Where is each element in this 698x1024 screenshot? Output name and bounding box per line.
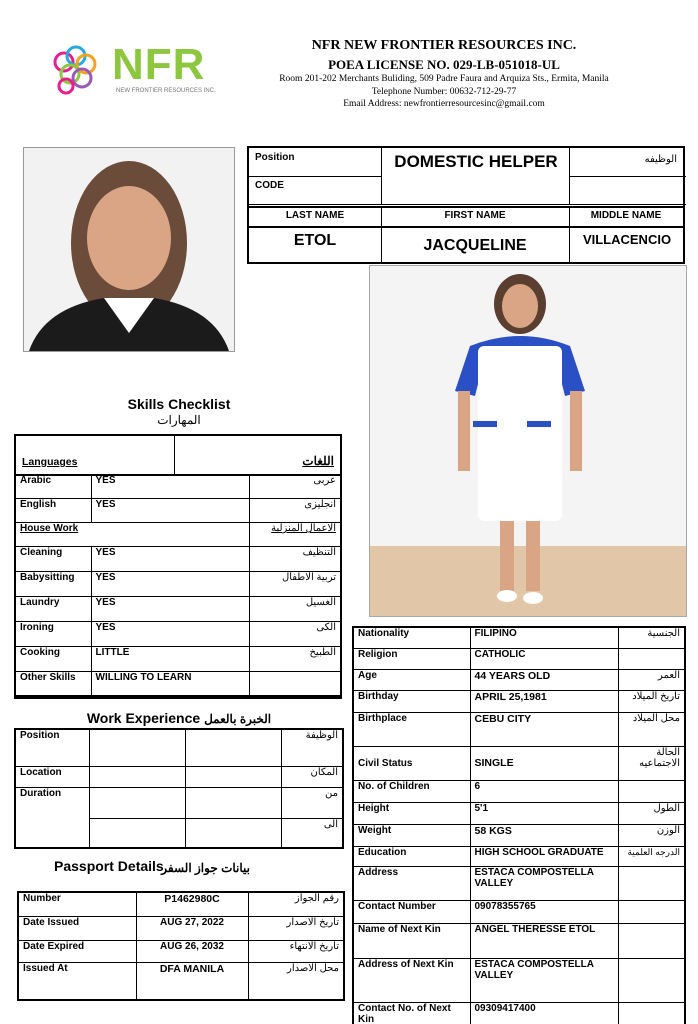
headshot-photo xyxy=(23,147,235,352)
passport-label-ar: تاريخ الاصدار xyxy=(248,916,344,940)
skill-label: Cooking xyxy=(15,647,91,672)
personal-label: Age xyxy=(353,669,470,690)
logo-text: NFR xyxy=(112,40,206,89)
license-number: POEA LICENSE NO. 029-LB-051018-UL xyxy=(328,57,560,72)
personal-label: Religion xyxy=(353,648,470,669)
skill-label-ar: تربية الاطفال xyxy=(249,572,341,597)
passport-label-ar: محل الاصدار xyxy=(248,962,344,1000)
housework-heading: House Work xyxy=(15,523,249,547)
work-to-label-ar: الى xyxy=(281,818,343,848)
personal-value: 6 xyxy=(470,780,618,802)
skill-label-ar: الكى xyxy=(249,622,341,647)
personal-label-ar: الحالة الاجتماعيه xyxy=(618,746,685,780)
work-experience-title xyxy=(14,710,344,726)
work-location-label: Location xyxy=(15,766,89,787)
skills-title-ar: المهارات xyxy=(157,413,201,427)
passport-label: Number xyxy=(18,892,136,916)
passport-value: P1462980C xyxy=(136,892,248,916)
personal-label: Address xyxy=(353,866,470,900)
skill-label: Arabic xyxy=(15,475,91,499)
company-name: NFR NEW FRONTIER RESOURCES INC. xyxy=(311,38,577,53)
position-label: Position xyxy=(255,152,295,163)
passport-label: Issued At xyxy=(18,962,136,1000)
personal-label-ar: الجنسية xyxy=(618,627,685,648)
personal-label-ar xyxy=(618,923,685,958)
person-full-body-icon xyxy=(370,266,686,616)
personal-value: 09078355765 xyxy=(470,900,618,923)
skill-value: WILLING TO LEARN xyxy=(91,672,249,696)
personal-label: Birthday xyxy=(353,690,470,712)
personal-value: 5'1 xyxy=(470,802,618,824)
personal-label-ar xyxy=(618,780,685,802)
personal-label: No. of Children xyxy=(353,780,470,802)
passport-title: Passport Details xyxy=(54,858,164,874)
personal-row xyxy=(353,846,685,866)
company-address: Room 201-202 Merchants Buliding, 509 Padre Faura and Arquiza Sts., Ermita, Manila xyxy=(279,74,609,84)
personal-label-ar: محل الميلاد xyxy=(618,712,685,746)
work-row xyxy=(15,729,343,766)
skill-value: LITTLE xyxy=(91,647,249,672)
position-value: DOMESTIC HELPER xyxy=(394,152,558,171)
personal-value: APRIL 25,1981 xyxy=(470,690,618,712)
skill-value: YES xyxy=(91,622,249,647)
passport-label-ar: رقم الجواز xyxy=(248,892,344,916)
personal-row xyxy=(353,824,685,846)
work-location-label-ar: المكان xyxy=(281,766,343,787)
personal-label: Civil Status xyxy=(353,746,470,780)
person-headshot-icon xyxy=(24,148,234,351)
skill-label: Cleaning xyxy=(15,547,91,572)
personal-value: 09309417400 xyxy=(470,1002,618,1024)
skill-label-ar xyxy=(249,672,341,696)
language-rows xyxy=(14,474,342,697)
passport-row xyxy=(18,940,344,962)
company-telephone: Telephone Number: 00632-712-29-77 xyxy=(371,87,517,97)
passport-value: DFA MANILA xyxy=(136,962,248,1000)
skill-value: YES xyxy=(91,572,249,597)
skill-row xyxy=(15,475,341,499)
passport-row xyxy=(18,892,344,916)
skill-row xyxy=(15,572,341,597)
personal-label: Contact Number xyxy=(353,900,470,923)
skill-value: YES xyxy=(91,475,249,499)
personal-label: Nationality xyxy=(353,627,470,648)
skill-value: YES xyxy=(91,499,249,523)
skills-title: Skills Checklist xyxy=(127,396,231,412)
work-title-ar: الخبرة بالعمل xyxy=(204,712,272,726)
work-from-label-ar: من xyxy=(281,787,343,818)
middle-name-label: MIDDLE NAME xyxy=(590,210,662,221)
personal-label-ar xyxy=(618,1002,685,1024)
personal-row xyxy=(353,690,685,712)
work-duration-label: Duration xyxy=(15,787,89,848)
skill-row xyxy=(15,672,341,696)
passport-row xyxy=(18,916,344,940)
position-label-ar: الوظيفه xyxy=(644,154,677,165)
passport-label: Date Issued xyxy=(18,916,136,940)
personal-label-ar xyxy=(618,900,685,923)
work-experience-table xyxy=(14,728,344,849)
skill-row xyxy=(15,597,341,622)
work-position-label: Position xyxy=(15,729,89,766)
personal-row xyxy=(353,866,685,900)
personal-label-ar xyxy=(618,958,685,1002)
personal-label-ar xyxy=(618,866,685,900)
last-name-label: LAST NAME xyxy=(285,210,345,221)
work-row xyxy=(15,766,343,787)
personal-row xyxy=(353,802,685,824)
skill-row xyxy=(15,499,341,523)
skill-row xyxy=(15,622,341,647)
personal-row xyxy=(353,648,685,669)
skill-row xyxy=(15,647,341,672)
personal-label-ar xyxy=(618,648,685,669)
personal-row xyxy=(353,669,685,690)
personal-details-table xyxy=(352,626,686,1024)
personal-label-ar: العمر xyxy=(618,669,685,690)
skill-label: Ironing xyxy=(15,622,91,647)
skill-label-ar: عربى xyxy=(249,475,341,499)
first-name: JACQUELINE xyxy=(423,237,527,254)
personal-row xyxy=(353,1002,685,1024)
first-name-label: FIRST NAME xyxy=(444,210,506,221)
personal-value: ANGEL THERESSE ETOL xyxy=(470,923,618,958)
passport-label: Date Expired xyxy=(18,940,136,962)
personal-value: SINGLE xyxy=(470,746,618,780)
skill-label-ar: الطبيخ xyxy=(249,647,341,672)
personal-value: 58 KGS xyxy=(470,824,618,846)
personal-label: Address of Next Kin xyxy=(353,958,470,1002)
personal-value: 44 YEARS OLD xyxy=(470,669,618,690)
passport-title-ar: بيانات جواز السفر xyxy=(161,861,250,875)
personal-value: ESTACA COMPOSTELLA VALLEY xyxy=(470,958,618,1002)
personal-label: Education xyxy=(353,846,470,866)
code-label: CODE xyxy=(255,180,284,191)
skill-row xyxy=(15,547,341,572)
personal-label-ar: الوزن xyxy=(618,824,685,846)
personal-row xyxy=(353,780,685,802)
passport-value: AUG 27, 2022 xyxy=(136,916,248,940)
personal-label: Weight xyxy=(353,824,470,846)
passport-value: AUG 26, 2032 xyxy=(136,940,248,962)
position-name-box xyxy=(247,146,685,264)
personal-row xyxy=(353,958,685,1002)
passport-label-ar: تاريخ الانتهاء xyxy=(248,940,344,962)
work-row xyxy=(15,787,343,818)
work-title-en: Work Experience xyxy=(86,710,201,726)
logo-subtext: NEW FRONTIER RESOURCES INC. xyxy=(116,88,216,94)
passport-table xyxy=(17,891,345,1001)
skill-label: Other Skills xyxy=(15,672,91,696)
personal-row xyxy=(353,627,685,648)
skill-value: YES xyxy=(91,547,249,572)
personal-label-ar: تاريخ الميلاد xyxy=(618,690,685,712)
personal-value: CEBU CITY xyxy=(470,712,618,746)
personal-label: Contact No. of Next Kin xyxy=(353,1002,470,1024)
passport-row xyxy=(18,962,344,1000)
skill-label: Laundry xyxy=(15,597,91,622)
languages-heading-ar: اللغات xyxy=(302,454,334,468)
languages-heading: Languages xyxy=(22,456,78,468)
personal-value: ESTACA COMPOSTELLA VALLEY xyxy=(470,866,618,900)
work-position-label-ar: الوظيفة xyxy=(281,729,343,766)
personal-label-ar: الدرجه العلمية xyxy=(618,846,685,866)
skill-label-ar: الغسيل xyxy=(249,597,341,622)
skill-label-ar: التنظيف xyxy=(249,547,341,572)
skill-value: YES xyxy=(91,597,249,622)
personal-label: Height xyxy=(353,802,470,824)
skill-label-ar: انجليزى xyxy=(249,499,341,523)
personal-row xyxy=(353,923,685,958)
personal-row xyxy=(353,900,685,923)
personal-label: Birthplace xyxy=(353,712,470,746)
middle-name: VILLACENCIO xyxy=(582,232,672,247)
personal-value: HIGH SCHOOL GRADUATE xyxy=(470,846,618,866)
personal-row xyxy=(353,712,685,746)
personal-value: FILIPINO xyxy=(470,627,618,648)
skill-label: Babysitting xyxy=(15,572,91,597)
personal-value: CATHOLIC xyxy=(470,648,618,669)
housework-heading-ar: الاعمال المنزلية xyxy=(249,523,341,547)
full-body-photo xyxy=(369,265,687,617)
personal-label: Name of Next Kin xyxy=(353,923,470,958)
personal-label-ar: الطول xyxy=(618,802,685,824)
personal-row xyxy=(353,746,685,780)
last-name: ETOL xyxy=(293,232,337,249)
housework-heading-row xyxy=(15,523,341,547)
skill-label: English xyxy=(15,499,91,523)
company-email: Email Address: newfrontierresourcesinc@gmail.com xyxy=(343,99,545,109)
